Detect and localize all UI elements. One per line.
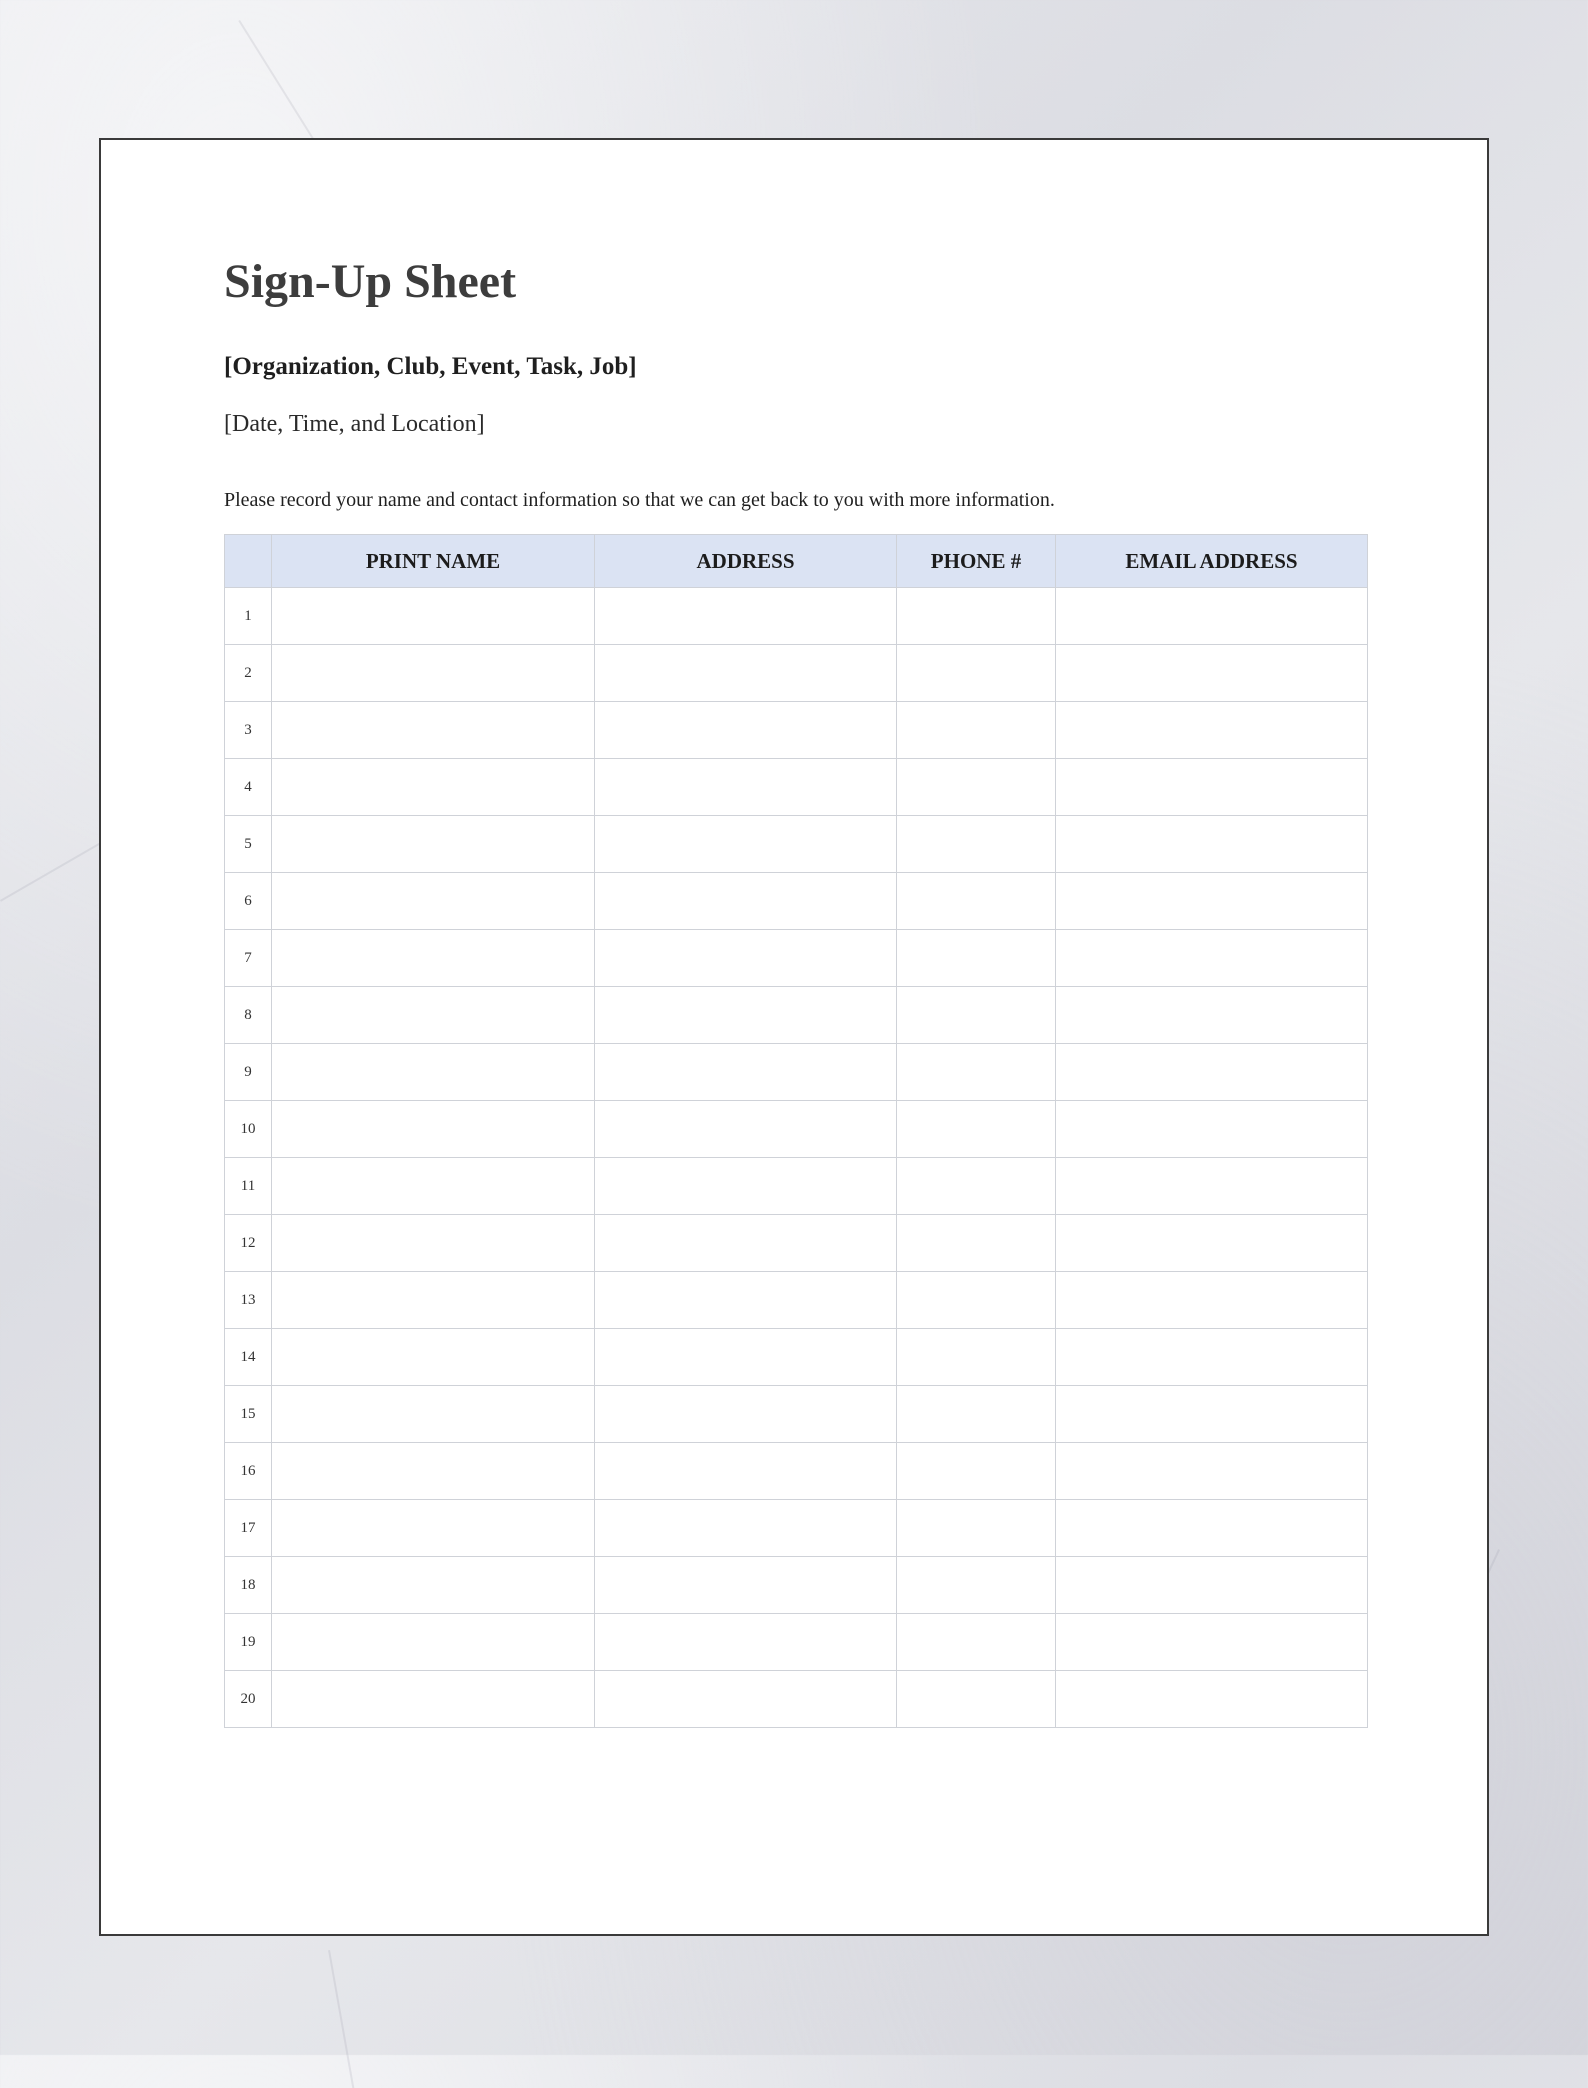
table-row <box>225 1044 1368 1101</box>
table-row <box>225 645 1368 702</box>
organization-placeholder[interactable]: [Organization, Club, Event, Task, Job] <box>224 353 637 380</box>
table-header-row <box>225 535 1368 588</box>
address-cell[interactable] <box>595 816 897 873</box>
phone-cell[interactable] <box>897 1500 1056 1557</box>
phone-cell[interactable] <box>897 873 1056 930</box>
print-name-cell[interactable] <box>272 1671 595 1728</box>
phone-cell[interactable] <box>897 1329 1056 1386</box>
table-row <box>225 873 1368 930</box>
email-address-cell[interactable] <box>1056 1443 1368 1500</box>
email-address-cell[interactable] <box>1056 1329 1368 1386</box>
email-address-cell[interactable] <box>1056 1557 1368 1614</box>
row-number: 15 <box>225 1386 272 1443</box>
phone-cell[interactable] <box>897 588 1056 645</box>
email-address-cell[interactable] <box>1056 1215 1368 1272</box>
document-page <box>99 138 1489 1936</box>
table-row <box>225 759 1368 816</box>
table-row <box>225 1614 1368 1671</box>
column-header-print-name: PRINT NAME <box>272 535 595 588</box>
print-name-cell[interactable] <box>272 759 595 816</box>
row-number: 11 <box>225 1158 272 1215</box>
print-name-cell[interactable] <box>272 1158 595 1215</box>
print-name-cell[interactable] <box>272 1614 595 1671</box>
address-cell[interactable] <box>595 1557 897 1614</box>
email-address-cell[interactable] <box>1056 1500 1368 1557</box>
print-name-cell[interactable] <box>272 645 595 702</box>
print-name-cell[interactable] <box>272 1215 595 1272</box>
table-row <box>225 987 1368 1044</box>
email-address-cell[interactable] <box>1056 588 1368 645</box>
address-cell[interactable] <box>595 1386 897 1443</box>
address-cell[interactable] <box>595 1614 897 1671</box>
phone-cell[interactable] <box>897 1101 1056 1158</box>
print-name-cell[interactable] <box>272 1044 595 1101</box>
table-row <box>225 1557 1368 1614</box>
email-address-cell[interactable] <box>1056 987 1368 1044</box>
row-number: 1 <box>225 588 272 645</box>
table-row <box>225 1443 1368 1500</box>
print-name-cell[interactable] <box>272 1500 595 1557</box>
table-row <box>225 1500 1368 1557</box>
phone-cell[interactable] <box>897 987 1056 1044</box>
print-name-cell[interactable] <box>272 1557 595 1614</box>
date-time-location-placeholder[interactable]: [Date, Time, and Location] <box>224 411 485 437</box>
table-row <box>225 702 1368 759</box>
column-header-phone: PHONE # <box>897 535 1056 588</box>
row-number: 16 <box>225 1443 272 1500</box>
phone-cell[interactable] <box>897 645 1056 702</box>
address-cell[interactable] <box>595 759 897 816</box>
print-name-cell[interactable] <box>272 1329 595 1386</box>
print-name-cell[interactable] <box>272 987 595 1044</box>
table-row <box>225 1101 1368 1158</box>
row-number: 17 <box>225 1500 272 1557</box>
column-header-number <box>225 535 272 588</box>
print-name-cell[interactable] <box>272 816 595 873</box>
column-header-email-address: EMAIL ADDRESS <box>1056 535 1368 588</box>
row-number: 18 <box>225 1557 272 1614</box>
email-address-cell[interactable] <box>1056 1101 1368 1158</box>
row-number: 3 <box>225 702 272 759</box>
row-number: 10 <box>225 1101 272 1158</box>
row-number: 4 <box>225 759 272 816</box>
phone-cell[interactable] <box>897 1614 1056 1671</box>
address-cell[interactable] <box>595 1101 897 1158</box>
print-name-cell[interactable] <box>272 702 595 759</box>
email-address-cell[interactable] <box>1056 873 1368 930</box>
table-row <box>225 1386 1368 1443</box>
row-number: 7 <box>225 930 272 987</box>
table-row <box>225 1158 1368 1215</box>
address-cell[interactable] <box>595 702 897 759</box>
row-number: 2 <box>225 645 272 702</box>
row-number: 12 <box>225 1215 272 1272</box>
row-number: 14 <box>225 1329 272 1386</box>
table-row <box>225 816 1368 873</box>
phone-cell[interactable] <box>897 1215 1056 1272</box>
address-cell[interactable] <box>595 1329 897 1386</box>
phone-cell[interactable] <box>897 816 1056 873</box>
table-row <box>225 1671 1368 1728</box>
email-address-cell[interactable] <box>1056 1044 1368 1101</box>
row-number: 19 <box>225 1614 272 1671</box>
phone-cell[interactable] <box>897 1557 1056 1614</box>
table-row <box>225 1272 1368 1329</box>
phone-cell[interactable] <box>897 1443 1056 1500</box>
phone-cell[interactable] <box>897 1044 1056 1101</box>
email-address-cell[interactable] <box>1056 930 1368 987</box>
phone-cell[interactable] <box>897 702 1056 759</box>
email-address-cell[interactable] <box>1056 702 1368 759</box>
email-address-cell[interactable] <box>1056 1671 1368 1728</box>
phone-cell[interactable] <box>897 930 1056 987</box>
address-cell[interactable] <box>595 987 897 1044</box>
email-address-cell[interactable] <box>1056 1386 1368 1443</box>
phone-cell[interactable] <box>897 1386 1056 1443</box>
phone-cell[interactable] <box>897 1158 1056 1215</box>
instructions-text: Please record your name and contact information so that we can get back to you with more information. <box>224 489 1055 511</box>
document-content <box>224 255 1367 1728</box>
signup-table-body <box>225 588 1368 1728</box>
address-cell[interactable] <box>595 588 897 645</box>
phone-cell[interactable] <box>897 1671 1056 1728</box>
page-title: Sign-Up Sheet <box>224 255 517 308</box>
table-row <box>225 1215 1368 1272</box>
signup-table <box>224 534 1368 1728</box>
row-number: 20 <box>225 1671 272 1728</box>
address-cell[interactable] <box>595 1443 897 1500</box>
phone-cell[interactable] <box>897 1272 1056 1329</box>
row-number: 6 <box>225 873 272 930</box>
address-cell[interactable] <box>595 1500 897 1557</box>
column-header-address: ADDRESS <box>595 535 897 588</box>
email-address-cell[interactable] <box>1056 1272 1368 1329</box>
email-address-cell[interactable] <box>1056 1614 1368 1671</box>
table-row <box>225 1329 1368 1386</box>
phone-cell[interactable] <box>897 759 1056 816</box>
address-cell[interactable] <box>595 1158 897 1215</box>
address-cell[interactable] <box>595 930 897 987</box>
print-name-cell[interactable] <box>272 873 595 930</box>
row-number: 8 <box>225 987 272 1044</box>
table-row <box>225 930 1368 987</box>
print-name-cell[interactable] <box>272 588 595 645</box>
row-number: 5 <box>225 816 272 873</box>
address-cell[interactable] <box>595 1215 897 1272</box>
address-cell[interactable] <box>595 1044 897 1101</box>
email-address-cell[interactable] <box>1056 645 1368 702</box>
row-number: 13 <box>225 1272 272 1329</box>
marble-vein <box>0 840 105 902</box>
email-address-cell[interactable] <box>1056 1158 1368 1215</box>
print-name-cell[interactable] <box>272 1443 595 1500</box>
row-number: 9 <box>225 1044 272 1101</box>
print-name-cell[interactable] <box>272 930 595 987</box>
table-row <box>225 588 1368 645</box>
address-cell[interactable] <box>595 1671 897 1728</box>
print-name-cell[interactable] <box>272 1386 595 1443</box>
email-address-cell[interactable] <box>1056 816 1368 873</box>
address-cell[interactable] <box>595 645 897 702</box>
print-name-cell[interactable] <box>272 1272 595 1329</box>
marble-vein <box>328 1950 354 2088</box>
print-name-cell[interactable] <box>272 1101 595 1158</box>
email-address-cell[interactable] <box>1056 759 1368 816</box>
address-cell[interactable] <box>595 1272 897 1329</box>
address-cell[interactable] <box>595 873 897 930</box>
